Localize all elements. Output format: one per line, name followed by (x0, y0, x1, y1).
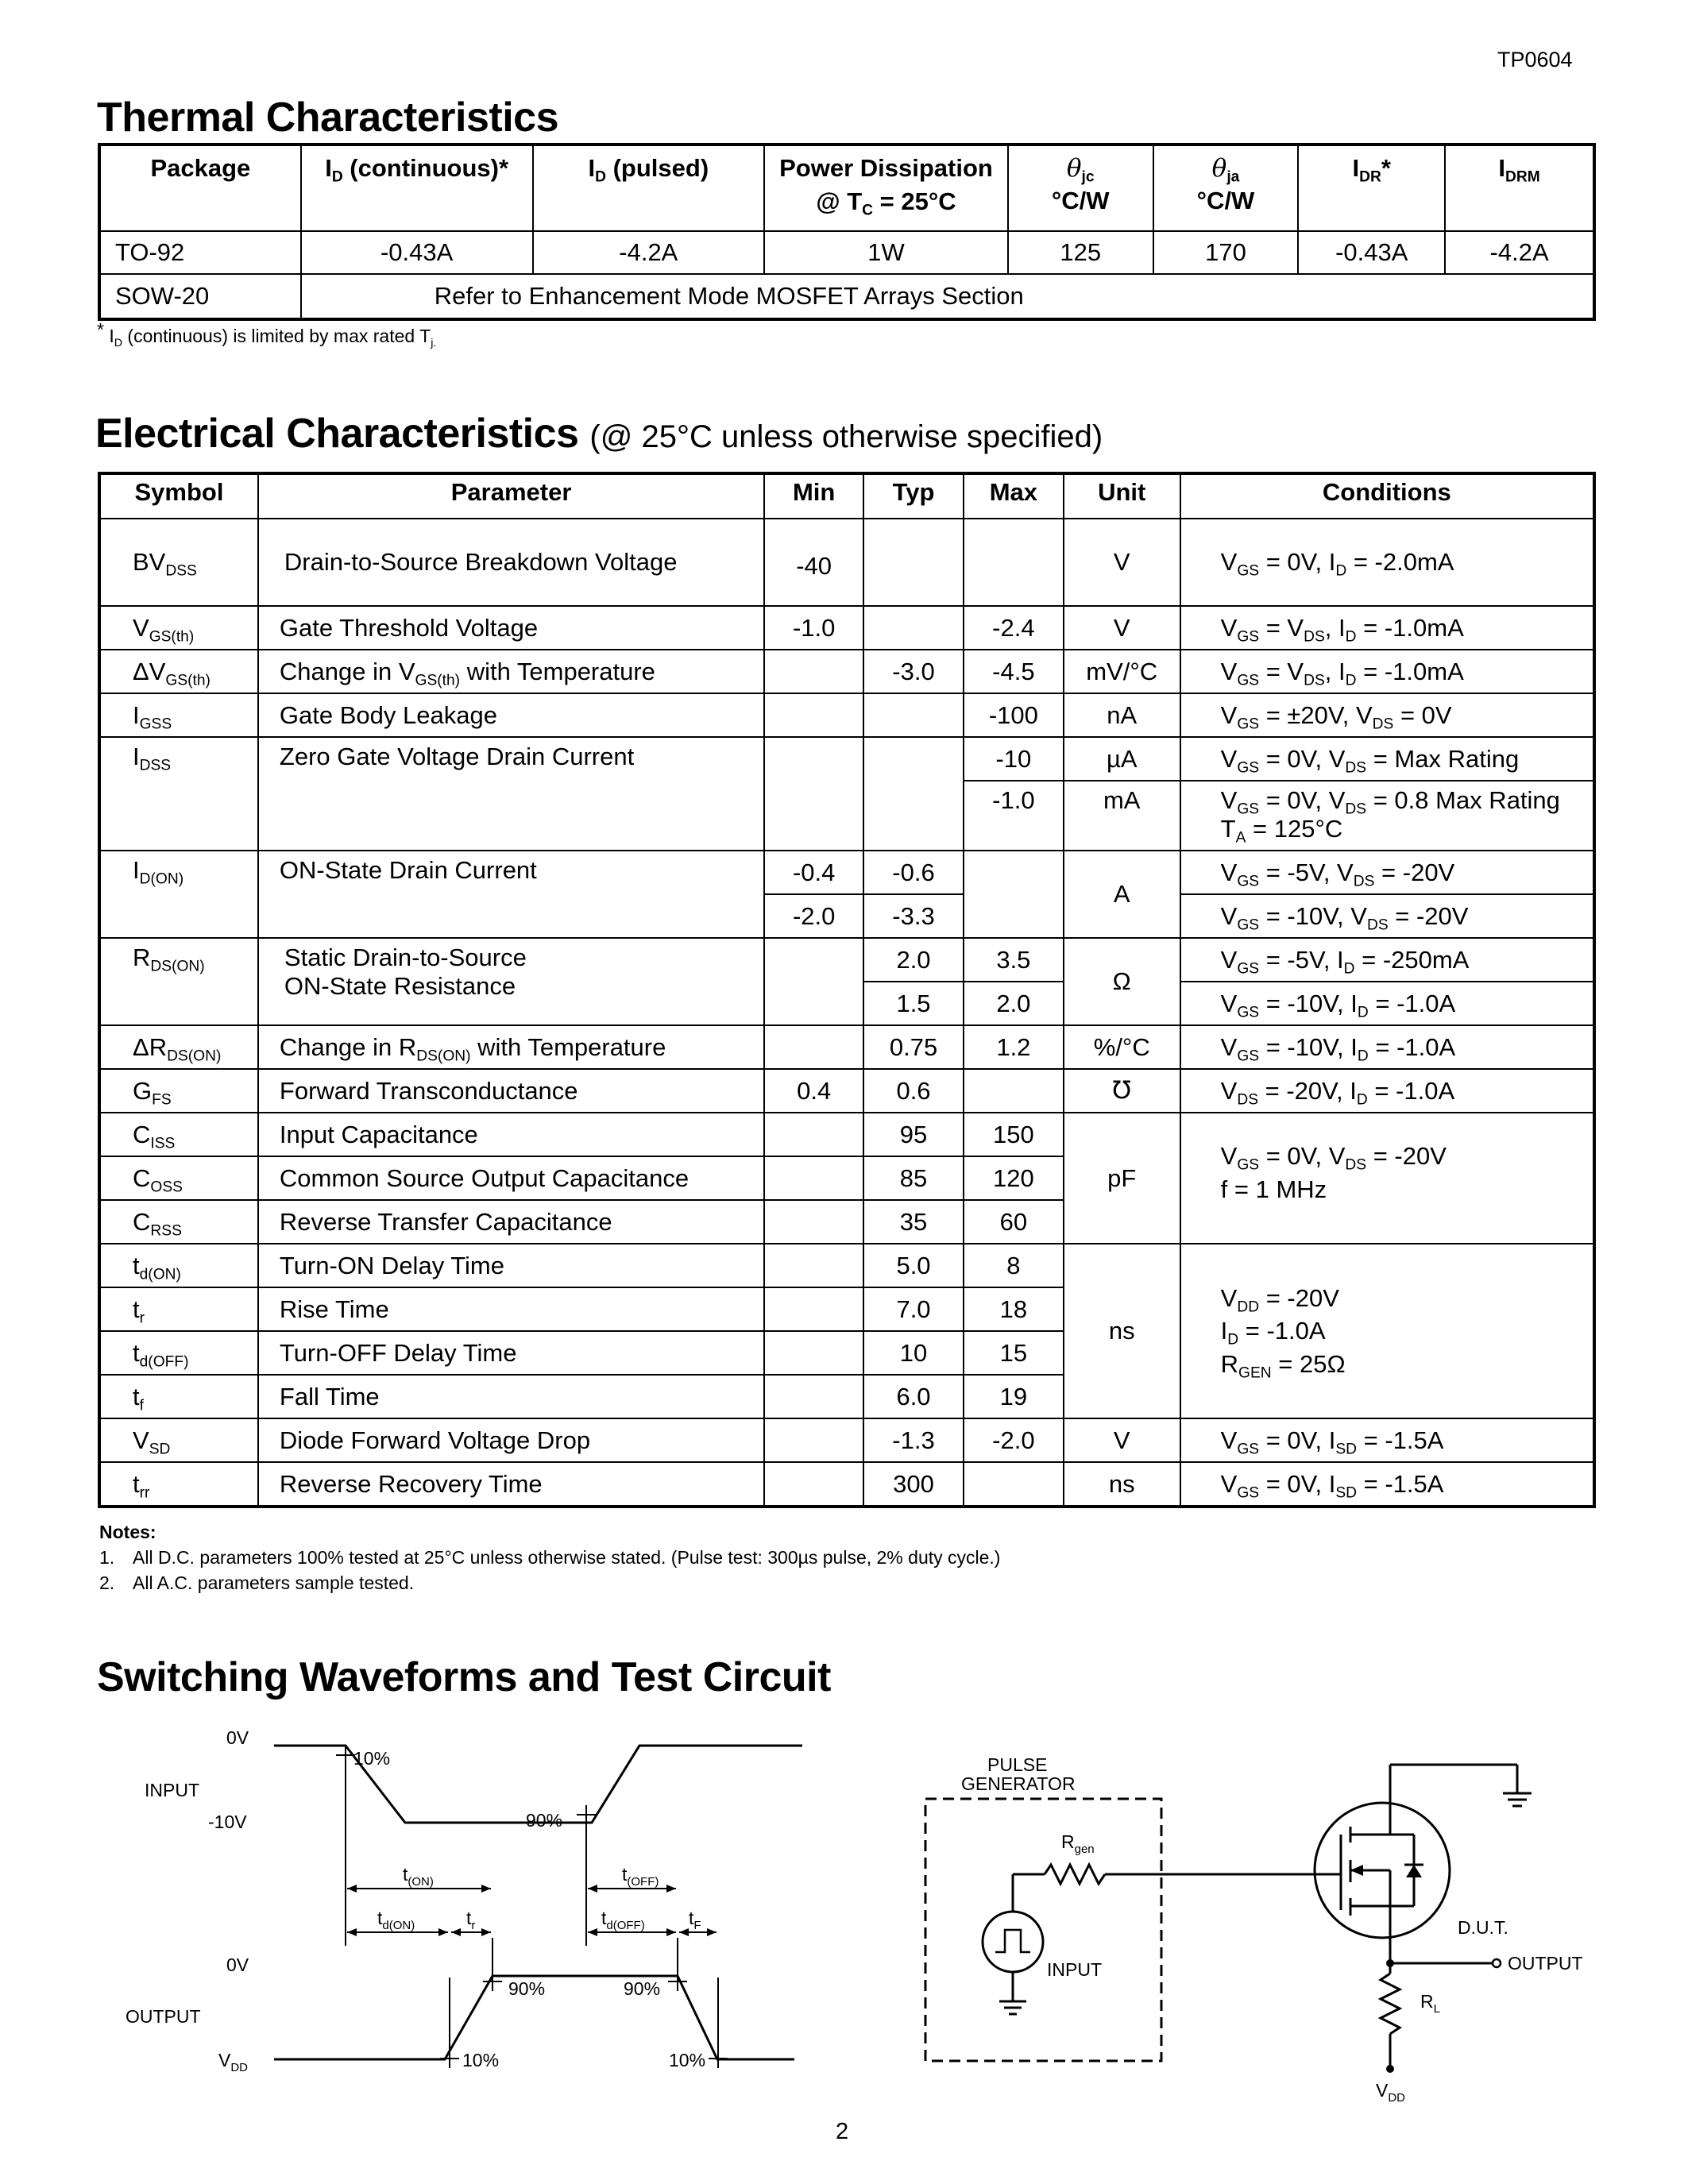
toff-label: $t_{(OFF)}$ (622, 1864, 659, 1889)
conditions-cell: $V_{GS} = \pm 20V$, $V_{DS} = 0V$ (1180, 693, 1593, 737)
th-id-pulsed: $I_D$ (pulsed) (533, 145, 765, 231)
parameter-cell: ON-State Drain Current (258, 851, 764, 938)
max-cell (964, 851, 1064, 938)
unit-cell: mV/°C (1064, 650, 1180, 693)
typ-cell: 0.6 (863, 1069, 964, 1113)
unit-cell: ns (1064, 1462, 1180, 1506)
table-row (100, 1113, 1593, 1156)
conditions-cell: $V_{GS} = 0V$, $I_D = -2.0mA$ (1180, 519, 1593, 606)
parameter-cell: Turn-ON Delay Time (258, 1244, 764, 1287)
thermal-header-row (100, 145, 1593, 231)
symbol-cell: $C_{OSS}$ (100, 1156, 258, 1200)
cell: Refer to Enhancement Mode MOSFET Arrays Section (301, 274, 1593, 318)
output-terminal-icon (1493, 1959, 1501, 1967)
conditions-cell: $V_{GS} = 0V$, $V_{DS} = 0.8$ Max Rating $T_A = 125^\circ C$ (1180, 781, 1593, 851)
symbol-cell: $C_{ISS}$ (100, 1113, 258, 1156)
max-cell: -2.0 (964, 1418, 1064, 1462)
cell: -4.2A (1445, 231, 1593, 274)
min-cell (764, 1418, 863, 1462)
max-cell: -10 (964, 737, 1064, 781)
th-unit: Unit (1064, 474, 1180, 519)
symbol-cell: $I_{D(ON)}$ (100, 851, 258, 938)
switching-title: Switching Waveforms and Test Circuit (97, 1654, 831, 1700)
th-max: Max (964, 474, 1064, 519)
min-cell (764, 938, 863, 1025)
th-theta-ja: $\theta_{ja}$ °C/W (1153, 145, 1299, 231)
min-cell (764, 737, 863, 851)
table-row (100, 1069, 1593, 1113)
tf-label: $t_F$ (689, 1908, 701, 1932)
input-label: INPUT (145, 1780, 199, 1800)
parameter-cell: Input Capacitance (258, 1113, 764, 1156)
input-10pct-label: 10% (353, 1748, 391, 1769)
unit-cell: A (1064, 851, 1180, 938)
parameter-cell: Change in $R_{DS(ON)}$ with Temperature (258, 1025, 764, 1069)
electrical-title: Electrical Characteristics (@ 25°C unless otherwise specified) (95, 411, 1103, 457)
notes-heading: Notes: (99, 1522, 156, 1542)
max-cell: 60 (964, 1200, 1064, 1244)
table-row (100, 650, 1593, 693)
max-cell: -1.0 (964, 781, 1064, 851)
th-parameter: Parameter (258, 474, 764, 519)
min-cell (764, 1331, 863, 1375)
th-symbol: Symbol (100, 474, 258, 519)
min-cell (764, 1244, 863, 1287)
conditions-cell: $V_{DD} = -20V$ $I_D = -1.0A$ $R_{GEN} = 25\Omega$ (1180, 1244, 1593, 1418)
conditions-cell: $V_{GS} = V_{DS}$, $I_D = -1.0mA$ (1180, 606, 1593, 650)
tr-label: $t_r$ (466, 1908, 476, 1932)
conditions-cell: $V_{GS} = -10V$, $I_D = -1.0A$ (1180, 982, 1593, 1025)
typ-cell: 35 (863, 1200, 964, 1244)
max-cell: 120 (964, 1156, 1064, 1200)
typ-cell: 1.5 (863, 982, 964, 1025)
min-cell (764, 1156, 863, 1200)
th-conditions: Conditions (1180, 474, 1593, 519)
symbol-cell: $t_f$ (100, 1375, 258, 1418)
th-id-continuous: $I_D$ (continuous)* (301, 145, 533, 231)
typ-cell: 300 (863, 1462, 964, 1506)
output-rise-10pct-label: 10% (462, 2050, 500, 2070)
max-cell: -2.4 (964, 606, 1064, 650)
typ-cell: 10 (863, 1331, 964, 1375)
typ-cell: 5.0 (863, 1244, 964, 1287)
min-cell (764, 1025, 863, 1069)
typ-cell: 0.75 (863, 1025, 964, 1069)
max-cell: 1.2 (964, 1025, 1064, 1069)
max-cell: 3.5 (964, 938, 1064, 982)
conditions-cell: $V_{GS} = 0V$, $V_{DS} = -20V$ f = 1 MHz (1180, 1113, 1593, 1244)
min-cell (764, 1200, 863, 1244)
unit-cell: Ω (1064, 938, 1180, 1025)
parameter-cell: Zero Gate Voltage Drain Current (258, 737, 764, 851)
max-cell: -4.5 (964, 650, 1064, 693)
page-number: 2 (836, 2119, 849, 2144)
output-0v-label: 0V (226, 1954, 249, 1975)
symbol-cell: $I_{GSS}$ (100, 693, 258, 737)
conditions-cell: $V_{GS} = 0V$, $I_{SD} = -1.5A$ (1180, 1462, 1593, 1506)
typ-cell: -3.3 (863, 894, 964, 938)
typ-cell: -3.0 (863, 650, 964, 693)
min-cell (764, 1462, 863, 1506)
symbol-cell: $\Delta V_{GS(th)}$ (100, 650, 258, 693)
ton-label: $t_{(ON)}$ (403, 1864, 434, 1889)
vdd-label: $V_{DD}$ (1376, 2080, 1406, 2105)
symbol-cell: $V_{GS(th)}$ (100, 606, 258, 650)
th-power-dissipation: Power Dissipation @ $T_C = 25^\circ C$ (764, 145, 1008, 231)
parameter-cell: Reverse Transfer Capacitance (258, 1200, 764, 1244)
tdoff-label: $t_{d(OFF)}$ (601, 1908, 645, 1932)
cell: SOW-20 (100, 274, 301, 318)
unit-cell: V (1064, 606, 1180, 650)
output-fall-90pct-label: 90% (624, 1978, 661, 1999)
symbol-cell: $BV_{DSS}$ (100, 519, 258, 606)
th-min: Min (764, 474, 863, 519)
unit-cell: ns (1064, 1244, 1180, 1418)
note-item: 2. All A.C. parameters sample tested. (99, 1572, 415, 1593)
max-cell: 8 (964, 1244, 1064, 1287)
table-row (100, 737, 1593, 781)
symbol-cell: $t_{d(OFF)}$ (100, 1331, 258, 1375)
conditions-cell: $V_{GS} = -10V$, $V_{DS} = -20V$ (1180, 894, 1593, 938)
conditions-cell: $V_{GS} = -5V$, $I_D = -250mA$ (1180, 938, 1593, 982)
input-minus10v-label: -10V (208, 1812, 247, 1832)
parameter-cell: Turn-OFF Delay Time (258, 1331, 764, 1375)
input-label: INPUT (1047, 1959, 1102, 1980)
max-cell: 2.0 (964, 982, 1064, 1025)
input-90pct-label: 90% (526, 1810, 563, 1831)
output-label: OUTPUT (126, 2006, 201, 2027)
th-idrm: $I_{DRM}$ (1445, 145, 1593, 231)
typ-cell (863, 737, 964, 851)
rl-resistor-icon (1381, 1974, 1400, 2034)
min-cell (764, 693, 863, 737)
typ-cell (863, 519, 964, 606)
th-theta-jc: $\theta_{jc}$ °C/W (1008, 145, 1153, 231)
typ-cell: 6.0 (863, 1375, 964, 1418)
parameter-cell: Gate Body Leakage (258, 693, 764, 737)
cell: -4.2A (533, 231, 765, 274)
symbol-cell: $G_{FS}$ (100, 1069, 258, 1113)
test-circuit-diagram (906, 1731, 1605, 2113)
symbol-cell: $I_{DSS}$ (100, 737, 258, 851)
max-cell: 15 (964, 1331, 1064, 1375)
symbol-cell: $t_r$ (100, 1287, 258, 1331)
table-row (100, 938, 1593, 982)
parameter-cell: Fall Time (258, 1375, 764, 1418)
document-id: TP0604 (1497, 48, 1573, 71)
th-typ: Typ (863, 474, 964, 519)
min-cell (764, 1113, 863, 1156)
min-cell (764, 1287, 863, 1331)
max-cell (964, 519, 1064, 606)
cell: 170 (1153, 231, 1299, 274)
thermal-row-sow20 (100, 274, 1593, 318)
cell: 1W (764, 231, 1008, 274)
symbol-cell: $t_{d(ON)}$ (100, 1244, 258, 1287)
input-0v-label: 0V (226, 1727, 249, 1748)
conditions-cell: $V_{GS} = 0V$, $I_{SD} = -1.5A$ (1180, 1418, 1593, 1462)
typ-cell: -0.6 (863, 851, 964, 894)
min-cell (764, 650, 863, 693)
table-row (100, 851, 1593, 894)
min-cell: -1.0 (764, 606, 863, 650)
typ-cell: 85 (863, 1156, 964, 1200)
parameter-cell: Static Drain-to-Source ON-State Resistance (258, 938, 764, 1025)
cell: TO-92 (100, 231, 301, 274)
unit-cell: V (1064, 1418, 1180, 1462)
table-row (100, 693, 1593, 737)
max-cell: -100 (964, 693, 1064, 737)
min-cell (764, 1375, 863, 1418)
table-row (100, 1462, 1593, 1506)
pulse-generator-box (925, 1799, 1161, 2061)
parameter-cell: Reverse Recovery Time (258, 1462, 764, 1506)
parameter-cell: Forward Transconductance (258, 1069, 764, 1113)
thermal-title: Thermal Characteristics (97, 95, 558, 141)
parameter-cell: Change in $V_{GS(th)}$ with Temperature (258, 650, 764, 693)
rl-label: $R_L$ (1420, 1991, 1440, 2016)
conditions-cell: $V_{GS} = -10V$, $I_D = -1.0A$ (1180, 1025, 1593, 1069)
conditions-cell: $V_{DS} = -20V$, $I_D = -1.0A$ (1180, 1069, 1593, 1113)
typ-cell: 95 (863, 1113, 964, 1156)
thermal-table (99, 145, 1594, 319)
output-label: OUTPUT (1508, 1953, 1583, 1974)
symbol-cell: $R_{DS(ON)}$ (100, 938, 258, 1025)
symbol-cell: $t_{rr}$ (100, 1462, 258, 1506)
parameter-cell: Common Source Output Capacitance (258, 1156, 764, 1200)
max-cell: 150 (964, 1113, 1064, 1156)
rgen-resistor-icon (1045, 1865, 1105, 1884)
cell: -0.43A (301, 231, 533, 274)
thermal-row-to92 (100, 231, 1593, 274)
conditions-cell: $V_{GS} = 0V$, $V_{DS}$ = Max Rating (1180, 737, 1593, 781)
parameter-cell: Diode Forward Voltage Drop (258, 1418, 764, 1462)
min-cell: 0.4 (764, 1069, 863, 1113)
th-package: Package (100, 145, 301, 231)
table-row (100, 1418, 1593, 1462)
unit-cell: mA (1064, 781, 1180, 851)
output-fall-10pct-label: 10% (669, 2050, 706, 2070)
min-cell: -40 (764, 519, 863, 606)
output-rise-90pct-label: 90% (508, 1978, 546, 1999)
cell: 125 (1008, 231, 1153, 274)
generator-label: GENERATOR (961, 1773, 1076, 1794)
typ-cell: -1.3 (863, 1418, 964, 1462)
unit-cell: µA (1064, 737, 1180, 781)
typ-cell (863, 693, 964, 737)
rgen-label: $R_{gen}$ (1061, 1831, 1095, 1856)
table-row (100, 1244, 1593, 1287)
cell: -0.43A (1298, 231, 1445, 274)
symbol-cell: $\Delta R_{DS(ON)}$ (100, 1025, 258, 1069)
unit-cell: pF (1064, 1113, 1180, 1244)
electrical-table (99, 473, 1594, 1507)
parameter-cell: Drain-to-Source Breakdown Voltage (258, 519, 764, 606)
max-cell: 19 (964, 1375, 1064, 1418)
thermal-footnote: * $I_D$ (continuous) is limited by max rated $T_{j.}$ (97, 319, 437, 349)
max-cell (964, 1462, 1064, 1506)
table-row (100, 519, 1593, 606)
conditions-cell: $V_{GS} = -5V$, $V_{DS} = -20V$ (1180, 851, 1593, 894)
max-cell (964, 1069, 1064, 1113)
typ-cell: 2.0 (863, 938, 964, 982)
symbol-cell: $C_{RSS}$ (100, 1200, 258, 1244)
conditions-cell: $V_{GS} = V_{DS}$, $I_D = -1.0mA$ (1180, 650, 1593, 693)
note-item: 1. All D.C. parameters 100% tested at 25°C unless otherwise stated. (Pulse test: 300µs pulse, 2% duty cycle.) (99, 1547, 1001, 1568)
min-cell: -0.4 (764, 851, 863, 894)
table-row (100, 1025, 1593, 1069)
electrical-header-row (100, 474, 1593, 519)
typ-cell: 7.0 (863, 1287, 964, 1331)
output-vdd-label: $V_{DD}$ (218, 2050, 249, 2074)
unit-cell: nA (1064, 693, 1180, 737)
dut-label: D.U.T. (1458, 1917, 1508, 1938)
th-idr: $I_{DR}*$ (1298, 145, 1445, 231)
notes (99, 1519, 1000, 1596)
typ-cell (863, 606, 964, 650)
min-cell: -2.0 (764, 894, 863, 938)
unit-cell: V (1064, 519, 1180, 606)
pulse-source-icon (983, 1912, 1043, 1972)
max-cell: 18 (964, 1287, 1064, 1331)
parameter-cell: Rise Time (258, 1287, 764, 1331)
tdon-label: $t_{d(ON)}$ (377, 1908, 415, 1932)
table-row (100, 606, 1593, 650)
pulse-label: PULSE (987, 1754, 1048, 1775)
unit-cell: ℧ (1064, 1069, 1180, 1113)
parameter-cell: Gate Threshold Voltage (258, 606, 764, 650)
switching-waveform-diagram (111, 1715, 826, 2081)
unit-cell: %/°C (1064, 1025, 1180, 1069)
symbol-cell: $V_{SD}$ (100, 1418, 258, 1462)
